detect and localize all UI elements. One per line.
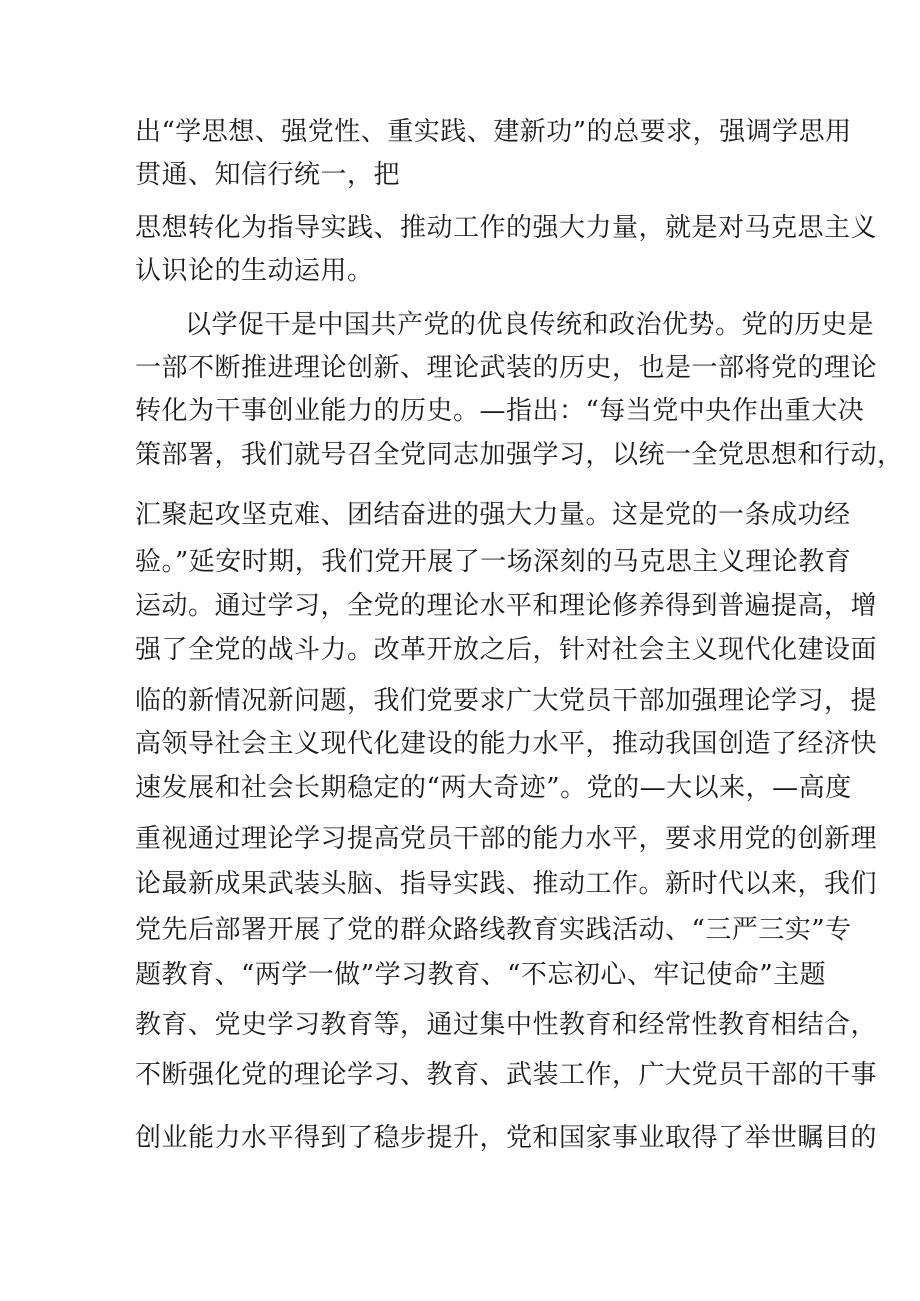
text-line: 党先后部署开展了党的群众路线教育实践活动、“三严三实”专 — [135, 915, 852, 945]
paragraph-first-line: 以学促干是中国共产党的优良传统和政治优势。党的历史是 — [185, 310, 875, 340]
text-line: 策部署，我们就号召全党同志加强学习，以统一全党思想和行动， — [135, 440, 904, 470]
text-line: 重视通过理论学习提高党员干部的能力水平，要求用党的创新理 — [135, 824, 878, 854]
text-line: 贯通、知信行统一，把 — [135, 160, 401, 190]
text-line: 临的新情况新问题，我们党要求广大党员干部加强理论学习，提 — [135, 686, 878, 716]
text-line: 一部不断推进理论创新、理论武装的历史，也是一部将党的理论 — [135, 353, 878, 383]
text-line: 不断强化党的理论学习、教育、武装工作，广大党员干部的干事 — [135, 1060, 878, 1090]
text-line: 认识论的生动运用。 — [135, 256, 374, 286]
text-line: 高领导社会主义现代化建设的能力水平，推动我国创造了经济快 — [135, 729, 878, 759]
text-line: 思想转化为指导实践、推动工作的强大力量，就是对马克思主义 — [135, 213, 878, 243]
text-line: 验。”延安时期，我们党开展了一场深刻的马克思主义理论教育 — [135, 547, 852, 577]
text-line: 出“学思想、强党性、重实践、建新功”的总要求，强调学思用 — [135, 117, 852, 147]
text-line: 汇聚起攻坚克难、团结奋进的强大力量。这是党的一条成功经 — [135, 500, 851, 530]
text-line: 强了全党的战斗力。改革开放之后，针对社会主义现代化建设面 — [135, 635, 878, 665]
text-line: 教育、党史学习教育等，通过集中性教育和经常性教育相结合， — [135, 1010, 878, 1040]
text-line: 转化为干事创业能力的历史。—指出：“每当党中央作出重大决 — [135, 396, 865, 426]
text-line: 运动。通过学习，全党的理论水平和理论修养得到普遍提高，增 — [135, 591, 878, 621]
text-line: 论最新成果武装头脑、指导实践、推动工作。新时代以来，我们 — [135, 869, 878, 899]
text-line: 速发展和社会长期稳定的“两大奇迹”。党的—大以来，—高度 — [135, 773, 852, 803]
text-line: 创业能力水平得到了稳步提升，党和国家事业取得了举世瞩目的 — [135, 1123, 878, 1153]
text-line: 题教育、“两学一做”学习教育、“不忘初心、牢记使命”主题 — [135, 960, 827, 990]
